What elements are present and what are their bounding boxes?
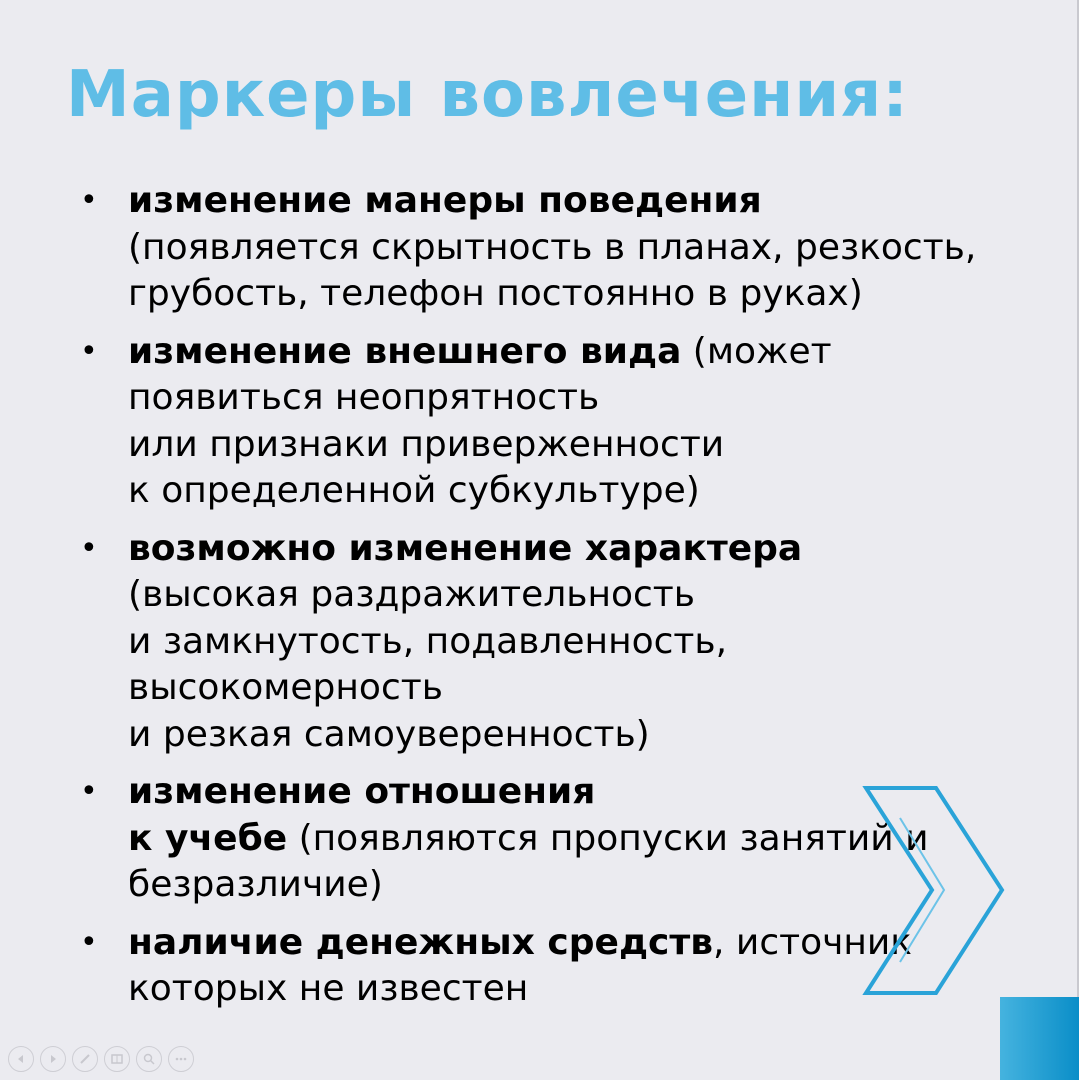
arrow-right-icon [46, 1052, 60, 1066]
bullet-line [128, 329, 1020, 376]
bullet-text: или признаки приверженности [128, 423, 725, 465]
bullet-text: , источник [713, 921, 913, 963]
bullet-bold-text: изменение манеры поведения [128, 180, 762, 221]
bullet-text: (высокая раздражительность [128, 574, 695, 615]
bullet-line [128, 619, 1020, 666]
slides-overview-button[interactable] [104, 1046, 130, 1072]
bullet-text: безразличие) [128, 864, 383, 905]
bullet-dot: • [80, 183, 98, 218]
bullet-dot: • [80, 530, 98, 566]
bullet-text: которых не известен [128, 968, 529, 1009]
bullet-line [128, 271, 1020, 318]
corner-accent-block [1000, 997, 1079, 1080]
bullet-text: (может [681, 330, 832, 372]
bullet-text: грубость, телефон постоянно в руках) [128, 273, 863, 314]
bullet-line [128, 665, 1020, 712]
bullet-text: (появляются пропуски занятий и [287, 817, 929, 859]
bullet-bold-text: к учебе [128, 817, 288, 859]
bullet-bold-text: возможно изменение характера [128, 527, 803, 569]
slideshow-nav-bar [8, 1046, 194, 1072]
bullet-text: к определенной субкультуре) [128, 470, 700, 511]
bullet-text: появиться неопрятность [128, 377, 600, 418]
bullet-item-appearance [80, 329, 1020, 515]
bullet-text: высокомерность [128, 667, 443, 708]
bullet-line [128, 572, 1020, 619]
bullet-dot: • [80, 924, 98, 960]
bullet-line [128, 468, 1020, 515]
slides-icon [110, 1052, 124, 1066]
next-slide-button[interactable] [40, 1046, 66, 1072]
more-icon [174, 1052, 188, 1066]
bullet-item-character [80, 526, 1020, 759]
bullet-line [128, 422, 1020, 469]
bullet-line [128, 526, 1020, 573]
slide-title: Маркеры вовлечения: [66, 58, 909, 132]
bullet-text: (появляется скрытность в планах, резкость, [128, 226, 977, 268]
bullet-item-behavior [80, 178, 1020, 318]
chevron-decoration [860, 780, 1010, 1000]
bullet-line [128, 225, 1020, 272]
bullet-line [128, 712, 1020, 759]
bullet-text: и замкнутость, подавленность, [128, 620, 728, 662]
previous-slide-button[interactable] [8, 1046, 34, 1072]
bullet-line [128, 375, 1020, 422]
zoom-button[interactable] [136, 1046, 162, 1072]
bullet-bold-text: изменение отношения [128, 771, 596, 812]
magnifier-icon [142, 1052, 156, 1066]
bullet-bold-text: изменение внешнего вида [128, 330, 682, 372]
arrow-left-icon [14, 1052, 28, 1066]
bullet-dot: • [80, 774, 98, 809]
bullet-bold-text: наличие денежных средств [128, 921, 714, 963]
bullet-text: и резкая самоуверенность) [128, 713, 650, 755]
bullet-dot: • [80, 333, 98, 369]
pen-icon [78, 1052, 92, 1066]
more-options-button[interactable] [168, 1046, 194, 1072]
pen-tool-button[interactable] [72, 1046, 98, 1072]
bullet-line [128, 178, 1020, 225]
